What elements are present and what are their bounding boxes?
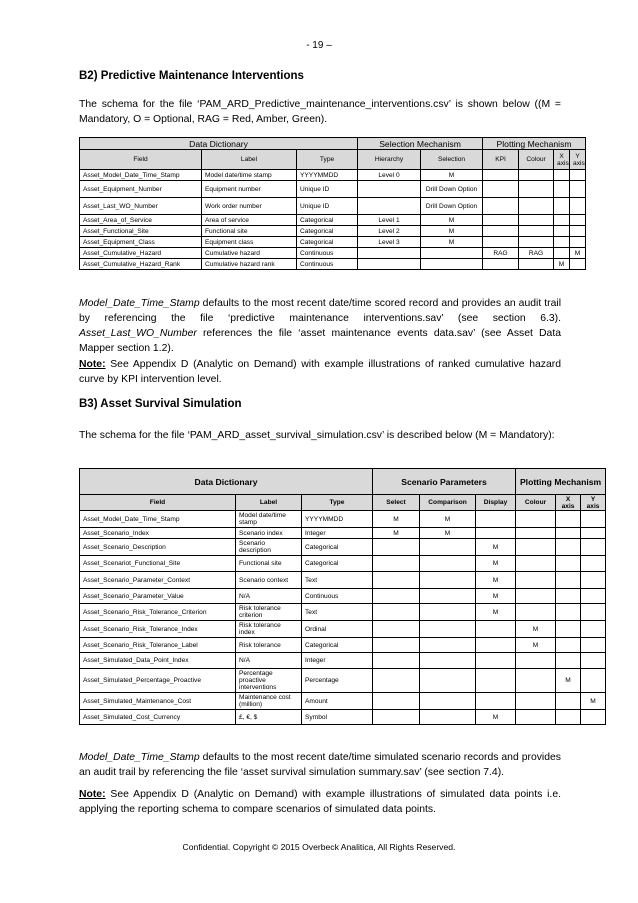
table-cell (373, 710, 420, 725)
table-row (80, 710, 606, 725)
table-cell (556, 528, 581, 539)
table-cell (420, 669, 476, 693)
table-cell: Integer (302, 653, 373, 669)
column-header: Type (297, 150, 358, 170)
table-cell (420, 539, 476, 556)
table-cell (420, 653, 476, 669)
table-row (80, 181, 586, 198)
table-row (80, 198, 586, 215)
table-cell: M (421, 237, 483, 248)
table-cell (554, 248, 570, 259)
table-cell: Level 0 (358, 170, 421, 181)
table-cell (570, 259, 586, 270)
table-cell: Work order number (202, 198, 297, 215)
table-cell (420, 621, 476, 638)
group-header-plotting-mechanism: Plotting Mechanism (483, 138, 586, 150)
table-cell (581, 539, 606, 556)
table-cell: M (556, 669, 581, 693)
table-cell: Asset_Area_of_Service (80, 215, 202, 226)
table-cell (556, 556, 581, 572)
table-cell (556, 589, 581, 604)
table-cell: Asset_Scenario_Parameter_Context (80, 572, 236, 589)
table-cell (570, 181, 586, 198)
table-cell (373, 638, 420, 653)
table-cell (373, 589, 420, 604)
table-cell: M (476, 589, 516, 604)
table-cell (516, 653, 556, 669)
table-row (80, 539, 606, 556)
table-cell (519, 237, 554, 248)
table-row (80, 693, 606, 710)
table-cell: RAG (519, 248, 554, 259)
table-cell: Asset_Simulated_Data_Point_Index (80, 653, 236, 669)
table-cell (581, 511, 606, 528)
table-row (80, 621, 606, 638)
table-cell: Risk tolerance (236, 638, 302, 653)
column-header: KPI (483, 150, 519, 170)
table-cell (516, 710, 556, 725)
column-header: Label (236, 495, 302, 511)
table-cell (516, 604, 556, 621)
column-header: Comparison (420, 495, 476, 511)
page-number: - 19 – (306, 40, 332, 51)
table-cell (581, 589, 606, 604)
table-cell (483, 198, 519, 215)
section-b3-paragraph: Model_Date_Time_Stamp defaults to the most recent date/time simulated scenario records and provides an audit trail by referencing the file ‘asset survival simulation summary.sav’ (see section 7.4). (79, 752, 561, 778)
table-cell (358, 259, 421, 270)
table-cell: Scenario description (236, 539, 302, 556)
table-cell: Drill Down Option (421, 181, 483, 198)
table-cell (556, 572, 581, 589)
table-cell: Asset_Cumulative_Hazard_Rank (80, 259, 202, 270)
table-cell: Asset_Last_WO_Number (80, 198, 202, 215)
table-cell (581, 710, 606, 725)
table-cell: Asset_Simulated_Maintenance_Cost (80, 693, 236, 710)
table-cell: M (476, 572, 516, 589)
table-cell (516, 539, 556, 556)
table-cell (556, 621, 581, 638)
table-cell: Asset_Scenario_Description (80, 539, 236, 556)
table-cell (581, 556, 606, 572)
table-cell: Model date/time stamp (202, 170, 297, 181)
table-cell: Symbol (302, 710, 373, 725)
table-row (80, 511, 606, 528)
table-cell (421, 259, 483, 270)
table-cell (556, 638, 581, 653)
table-cell: Cumulative hazard (202, 248, 297, 259)
table-cell (581, 621, 606, 638)
column-header: Colour (519, 150, 554, 170)
table-cell (556, 539, 581, 556)
table-row (80, 226, 586, 237)
table-cell (420, 572, 476, 589)
table-cell (516, 572, 556, 589)
table-cell: M (420, 511, 476, 528)
table-cell: Equipment number (202, 181, 297, 198)
column-header: X axis (556, 495, 581, 511)
table-cell (373, 604, 420, 621)
section-b2-heading: B2) Predictive Maintenance Interventions (79, 70, 304, 82)
table-cell (519, 170, 554, 181)
table-cell: Unique ID (297, 198, 358, 215)
table-cell (581, 572, 606, 589)
table-cell (516, 528, 556, 539)
table-cell (516, 669, 556, 693)
table-cell: Scenario context (236, 572, 302, 589)
table-cell: Continuous (297, 248, 358, 259)
table-cell (516, 589, 556, 604)
table-cell (476, 693, 516, 710)
table-cell: Asset_Cumulative_Hazard (80, 248, 202, 259)
field-name-model-date-time-stamp: Model_Date_Time_Stamp (79, 752, 200, 763)
table-cell (581, 669, 606, 693)
table-row (80, 572, 606, 589)
table-cell: Level 2 (358, 226, 421, 237)
table-cell (373, 572, 420, 589)
table-cell (516, 693, 556, 710)
section-b3-heading: B3) Asset Survival Simulation (79, 398, 242, 410)
table-cell (516, 511, 556, 528)
column-header: Colour (516, 495, 556, 511)
table-cell: Cumulative hazard rank (202, 259, 297, 270)
section-b2-note: Note: See Appendix D (Analytic on Demand) with example illustrations of ranked cumulative hazard curve by KPI intervention level. (79, 359, 561, 385)
table-cell: Risk tolerance index (236, 621, 302, 638)
table-cell (420, 589, 476, 604)
table-cell (373, 539, 420, 556)
table-cell (556, 511, 581, 528)
table-cell (519, 226, 554, 237)
field-name-asset-last-wo-number: Asset_Last_WO_Number (79, 328, 197, 339)
table-cell: Asset_Model_Date_Time_Stamp (80, 170, 202, 181)
table-cell: M (373, 511, 420, 528)
table-cell: M (476, 539, 516, 556)
group-header-data-dictionary: Data Dictionary (80, 469, 373, 495)
predictive-maintenance-table (79, 137, 586, 270)
table-cell: Categorical (297, 215, 358, 226)
table-cell (554, 170, 570, 181)
table-cell: Model date/time stamp (236, 511, 302, 528)
table-row (80, 248, 586, 259)
table-cell: Categorical (297, 226, 358, 237)
table-cell: Ordinal (302, 621, 373, 638)
table-cell (519, 198, 554, 215)
table-cell: Asset_Scenario_Index (80, 528, 236, 539)
table-cell: Asset_Equipment_Class (80, 237, 202, 248)
group-header-data-dictionary: Data Dictionary (80, 138, 358, 150)
table-cell (373, 621, 420, 638)
section-b3-intro: The schema for the file ‘PAM_ARD_asset_survival_simulation.csv’ is described below (M = Mandatory): (79, 430, 555, 441)
table-cell: M (476, 556, 516, 572)
section-b3-note: Note: See Appendix D (Analytic on Demand) with example illustrations of simulated data points i.e. applying the reporting schema to compare scenarios of simulated data points. (79, 789, 561, 815)
field-name-model-date-time-stamp: Model_Date_Time_Stamp (79, 298, 200, 309)
table-row (80, 556, 606, 572)
table-cell (516, 556, 556, 572)
table-cell: Maintenance cost (million) (236, 693, 302, 710)
table-cell (570, 198, 586, 215)
table-cell: Categorical (302, 539, 373, 556)
table-cell: M (581, 693, 606, 710)
table-row (80, 604, 606, 621)
table-cell: Percentage (302, 669, 373, 693)
table-cell: M (570, 248, 586, 259)
column-header: Y axis (570, 150, 586, 170)
table-cell (519, 215, 554, 226)
table-cell (581, 638, 606, 653)
table-cell: Level 1 (358, 215, 421, 226)
table-cell (483, 259, 519, 270)
table-cell: Integer (302, 528, 373, 539)
column-header: Select (373, 495, 420, 511)
table-cell: Continuous (302, 589, 373, 604)
column-header: X axis (554, 150, 570, 170)
column-header: Y axis (581, 495, 606, 511)
table-cell: M (421, 170, 483, 181)
table-cell: Text (302, 604, 373, 621)
table-row (80, 528, 606, 539)
note-label: Note: (79, 359, 106, 370)
table-cell: Asset_Scenario_Risk_Tolerance_Index (80, 621, 236, 638)
table-cell (554, 198, 570, 215)
table-cell (476, 638, 516, 653)
table-cell: Scenario index (236, 528, 302, 539)
table-cell (581, 604, 606, 621)
table-cell (483, 170, 519, 181)
table-cell (420, 556, 476, 572)
table-cell (519, 259, 554, 270)
table-cell (476, 653, 516, 669)
footer-copyright: Confidential. Copyright © 2015 Overbeck Analitica, All Rights Reserved. (182, 842, 456, 852)
column-header: Selection (421, 150, 483, 170)
table-cell: Asset_Scenariot_Functional_Site (80, 556, 236, 572)
table-cell (358, 248, 421, 259)
table-cell (554, 226, 570, 237)
table-cell: M (476, 710, 516, 725)
table-cell (420, 710, 476, 725)
table-cell (581, 653, 606, 669)
table-cell: Drill Down Option (421, 198, 483, 215)
table-cell: M (476, 604, 516, 621)
column-header: Hierarchy (358, 150, 421, 170)
table-cell: Risk tolerance criterion (236, 604, 302, 621)
table-cell: Percentage proactive interventions (236, 669, 302, 693)
table-cell: Asset_Equipment_Number (80, 181, 202, 198)
table-cell: Text (302, 572, 373, 589)
table-cell (373, 693, 420, 710)
table-cell: Equipment class (202, 237, 297, 248)
column-header: Label (202, 150, 297, 170)
table-cell (570, 237, 586, 248)
table-cell (358, 198, 421, 215)
table-cell (570, 215, 586, 226)
table-cell: Amount (302, 693, 373, 710)
table-cell: Categorical (302, 638, 373, 653)
column-header: Display (476, 495, 516, 511)
table-cell (556, 653, 581, 669)
column-header: Field (80, 495, 236, 511)
table-cell: M (421, 226, 483, 237)
table-cell: Continuous (297, 259, 358, 270)
table-cell (421, 248, 483, 259)
table-cell: M (373, 528, 420, 539)
section-b2-paragraph: Model_Date_Time_Stamp defaults to the most recent date/time scored record and provides an audit trail by referencing the file ‘predictive maintenance interventions.sav’ (see section 6.3). Asset_Last_WO_Number references the file ‘asset maintenance events data.sav’ (see Asset Data Mapper section 1.2). (79, 298, 561, 354)
table-cell (373, 556, 420, 572)
table-cell (554, 237, 570, 248)
column-header: Type (302, 495, 373, 511)
table-cell: Asset_Model_Date_Time_Stamp (80, 511, 236, 528)
table-cell (483, 181, 519, 198)
table-row (80, 259, 586, 270)
table-cell: £, €, $ (236, 710, 302, 725)
table-cell: M (420, 528, 476, 539)
note-label: Note: (79, 789, 106, 800)
table-cell: YYYYMMDD (302, 511, 373, 528)
table-cell (373, 653, 420, 669)
group-header-plotting-mechanism: Plotting Mechanism (516, 469, 606, 495)
table-cell: Categorical (302, 556, 373, 572)
table-cell (420, 638, 476, 653)
table-row (80, 237, 586, 248)
table-cell (420, 604, 476, 621)
table-cell (476, 621, 516, 638)
group-header-scenario-parameters: Scenario Parameters (373, 469, 516, 495)
table-cell (420, 693, 476, 710)
section-b2-intro: The schema for the file ‘PAM_ARD_Predictive_maintenance_interventions.csv’ is shown below ((M = Mandatory, O = Optional, RAG = Red, Amber, Green). (79, 99, 561, 125)
table-cell (554, 215, 570, 226)
table-cell (570, 226, 586, 237)
table-cell: Asset_Scenario_Risk_Tolerance_Label (80, 638, 236, 653)
table-cell: Asset_Scenario_Risk_Tolerance_Criterion (80, 604, 236, 621)
table-cell: N/A (236, 589, 302, 604)
table-cell: RAG (483, 248, 519, 259)
table-cell (554, 181, 570, 198)
table-cell (570, 170, 586, 181)
table-cell: Asset_Scenario_Parameter_Value (80, 589, 236, 604)
table-cell: Asset_Simulated_Percentage_Proactive (80, 669, 236, 693)
table-cell (476, 669, 516, 693)
table-cell (373, 669, 420, 693)
table-cell: Asset_Simulated_Cost_Currency (80, 710, 236, 725)
table-cell: Unique ID (297, 181, 358, 198)
table-cell (476, 528, 516, 539)
table-cell (358, 181, 421, 198)
group-header-selection-mechanism: Selection Mechanism (358, 138, 483, 150)
table-row (80, 638, 606, 653)
table-cell: Functional site (236, 556, 302, 572)
asset-survival-simulation-table (79, 468, 606, 725)
table-cell: Functional site (202, 226, 297, 237)
table-cell (556, 710, 581, 725)
table-cell (476, 511, 516, 528)
table-cell (556, 604, 581, 621)
table-cell (556, 693, 581, 710)
table-cell: Asset_Functional_Site (80, 226, 202, 237)
table-cell (483, 226, 519, 237)
table-cell (483, 237, 519, 248)
table-row (80, 669, 606, 693)
table-row (80, 653, 606, 669)
table-cell: Area of service (202, 215, 297, 226)
column-header: Field (80, 150, 202, 170)
table-cell: M (516, 621, 556, 638)
table-cell: M (421, 215, 483, 226)
table-cell: YYYYMMDD (297, 170, 358, 181)
table-row (80, 589, 606, 604)
table-row (80, 170, 586, 181)
table-cell (483, 215, 519, 226)
table-cell: N/A (236, 653, 302, 669)
table-cell: Level 3 (358, 237, 421, 248)
table-cell (581, 528, 606, 539)
table-row (80, 215, 586, 226)
table-cell: Categorical (297, 237, 358, 248)
table-cell: M (516, 638, 556, 653)
table-cell (519, 181, 554, 198)
table-cell: M (554, 259, 570, 270)
